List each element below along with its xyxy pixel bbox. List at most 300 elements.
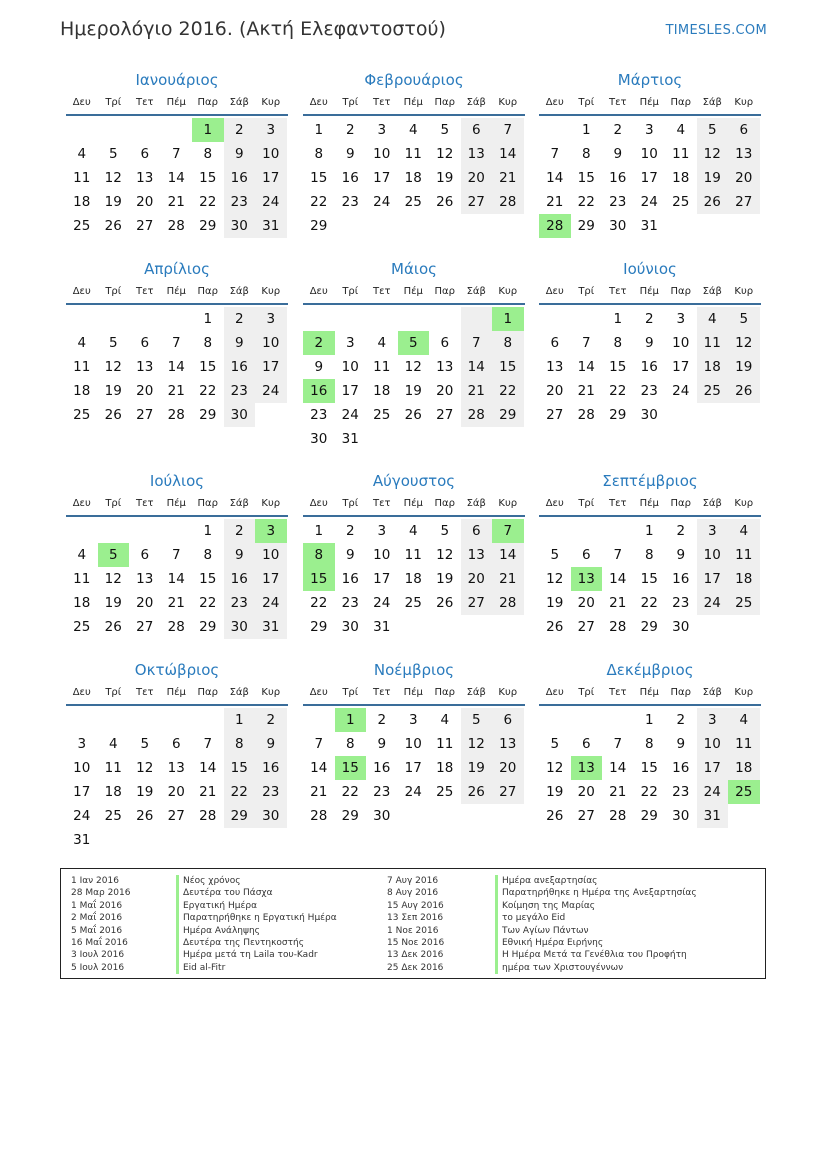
month-calendar [66, 259, 288, 427]
month-name: Μάιος [391, 260, 437, 278]
weekday-label: Κυρ [734, 97, 754, 108]
day-cell: 20 [136, 194, 154, 210]
day-cell: 11 [73, 571, 91, 587]
day-cell: 17 [341, 383, 359, 399]
weekday-label: Παρ [670, 97, 691, 108]
day-cell: 19 [461, 756, 493, 780]
day-cell: 31 [73, 832, 91, 848]
weekday-label: Τετ [135, 286, 154, 297]
day-cell: 28 [167, 218, 185, 234]
day-cell: 29 [577, 218, 595, 234]
empty-cell [697, 615, 729, 639]
day-cell: 7 [171, 335, 181, 351]
day-cell: 28 [167, 619, 185, 635]
day-cell: 12 [546, 760, 564, 776]
empty-cell [665, 403, 697, 427]
holiday-name: Κοίμηση της Μαρίας [495, 900, 697, 912]
day-cell: 29 [640, 808, 658, 824]
day-cell: 24 [697, 780, 729, 804]
day-cell: 28 [577, 407, 595, 423]
empty-cell [224, 828, 256, 852]
weekday-label: Τρί [342, 97, 359, 108]
weekday-label: Πέμ [639, 97, 659, 108]
day-cell: 27 [577, 808, 595, 824]
empty-cell [366, 214, 398, 238]
day-cell: 12 [104, 170, 122, 186]
day-cell: 24 [255, 190, 287, 214]
day-cell: 14 [461, 355, 493, 379]
day-cell: 21 [609, 784, 627, 800]
weekday-label: Πέμ [403, 286, 423, 297]
day-cell: 21 [461, 379, 493, 403]
weekday-label: Κυρ [261, 498, 281, 509]
month-calendar [539, 471, 761, 639]
day-cell: 14 [310, 760, 328, 776]
day-cell: 15 [199, 170, 217, 186]
month-name: Σεπτέμβριος [602, 472, 698, 490]
day-cell: 10 [341, 359, 359, 375]
day-cell: 30 [640, 407, 658, 423]
empty-cell [461, 804, 493, 828]
weekday-label: Κυρ [261, 286, 281, 297]
day-grid [539, 307, 761, 427]
month-name: Νοέμβριος [373, 661, 455, 679]
day-cell: 2 [303, 331, 335, 355]
day-cell: 30 [224, 214, 256, 238]
day-cell: 26 [546, 619, 564, 635]
day-cell: 7 [171, 547, 181, 563]
day-cell: 11 [697, 331, 729, 355]
empty-cell [429, 804, 461, 828]
weekday-label: Δευ [545, 286, 564, 297]
empty-cell [602, 519, 634, 543]
empty-cell [492, 804, 524, 828]
empty-cell [539, 307, 571, 331]
holiday-date: 15 Νοε 2016 [387, 937, 445, 948]
day-cell: 15 [640, 760, 658, 776]
weekday-label: Κυρ [261, 687, 281, 698]
day-cell: 12 [728, 331, 760, 355]
day-cell: 16 [224, 166, 256, 190]
day-cell: 12 [104, 359, 122, 375]
day-cell: 3 [377, 523, 387, 539]
weekday-label: Κυρ [261, 97, 281, 108]
weekday-label: Τετ [372, 498, 391, 509]
weekday-label: Πέμ [403, 97, 423, 108]
weekday-label: Σάβ [702, 97, 722, 108]
empty-cell [429, 214, 461, 238]
legend-right-dates [387, 875, 444, 974]
day-cell: 23 [672, 784, 690, 800]
weekday-label: Σάβ [229, 498, 249, 509]
day-cell: 3 [697, 708, 729, 732]
day-cell: 26 [136, 808, 154, 824]
day-cell: 2 [345, 523, 355, 539]
holiday-name: Η Ημέρα Μετά τα Γενέθλια του Προφήτη [495, 949, 697, 961]
day-cell: 13 [136, 571, 154, 587]
day-cell: 18 [73, 383, 91, 399]
day-cell: 30 [310, 431, 328, 447]
day-cell: 5 [440, 122, 450, 138]
day-cell: 17 [255, 355, 287, 379]
day-cell: 25 [436, 784, 454, 800]
day-cell: 3 [676, 311, 686, 327]
day-cell: 28 [199, 808, 217, 824]
day-cell: 1 [314, 122, 324, 138]
month-name: Μάρτιος [617, 71, 683, 89]
day-cell: 3 [255, 118, 287, 142]
day-cell: 19 [546, 595, 564, 611]
day-cell: 29 [310, 619, 328, 635]
weekday-label: Παρ [670, 498, 691, 509]
day-cell: 25 [373, 407, 391, 423]
weekday-label: Παρ [434, 687, 455, 698]
day-cell: 7 [492, 118, 524, 142]
empty-cell [398, 427, 430, 451]
month-calendar [539, 259, 761, 427]
weekday-label: Παρ [670, 687, 691, 698]
day-cell: 18 [73, 595, 91, 611]
day-cell: 10 [73, 760, 91, 776]
day-cell: 2 [224, 118, 256, 142]
day-cell: 23 [224, 190, 256, 214]
day-grid [66, 519, 288, 639]
weekday-label: Σάβ [229, 687, 249, 698]
day-cell: 20 [167, 784, 185, 800]
day-cell: 12 [436, 547, 454, 563]
day-cell: 8 [224, 732, 256, 756]
month-name: Αύγουστος [372, 472, 456, 490]
month-name: Οκτώβριος [134, 661, 220, 679]
day-cell: 1 [192, 118, 224, 142]
empty-cell [161, 118, 193, 142]
day-cell: 13 [167, 760, 185, 776]
empty-cell [129, 307, 161, 331]
empty-cell [366, 307, 398, 331]
day-cell: 15 [609, 359, 627, 375]
day-cell: 12 [136, 760, 154, 776]
day-cell: 9 [314, 359, 324, 375]
day-cell: 19 [104, 595, 122, 611]
day-cell: 7 [613, 547, 623, 563]
day-cell: 27 [136, 407, 154, 423]
day-cell: 22 [341, 784, 359, 800]
day-cell: 22 [224, 780, 256, 804]
weekday-label: Σάβ [702, 286, 722, 297]
month-calendar [66, 660, 288, 852]
day-cell: 9 [676, 547, 686, 563]
day-cell: 17 [672, 359, 690, 375]
day-cell: 5 [108, 146, 118, 162]
empty-cell [161, 519, 193, 543]
site-logo-link[interactable]: TIMESLES.COM [665, 23, 767, 38]
day-cell: 30 [224, 615, 256, 639]
day-cell: 21 [167, 383, 185, 399]
day-cell: 16 [255, 756, 287, 780]
day-cell: 10 [697, 543, 729, 567]
day-cell: 17 [373, 571, 391, 587]
weekday-label: Πέμ [166, 498, 186, 509]
day-cell: 6 [550, 335, 560, 351]
month-name: Ιούνιος [623, 260, 677, 278]
weekday-label: Δευ [72, 687, 91, 698]
month-calendar [66, 471, 288, 639]
day-cell: 5 [98, 543, 130, 567]
day-cell: 21 [577, 383, 595, 399]
day-cell: 16 [303, 379, 335, 403]
weekday-label: Δευ [72, 498, 91, 509]
empty-cell [461, 615, 493, 639]
day-cell: 15 [224, 756, 256, 780]
day-cell: 26 [404, 407, 422, 423]
day-cell: 13 [136, 359, 154, 375]
day-cell: 2 [255, 708, 287, 732]
holiday-date: 13 Σεπ 2016 [387, 913, 444, 924]
weekday-label: Τετ [608, 687, 627, 698]
day-cell: 24 [73, 808, 91, 824]
day-cell: 24 [640, 194, 658, 210]
day-cell: 18 [404, 170, 422, 186]
day-cell: 29 [199, 407, 217, 423]
day-cell: 24 [672, 383, 690, 399]
day-cell: 2 [676, 712, 686, 728]
day-cell: 14 [577, 359, 595, 375]
day-cell: 21 [546, 194, 564, 210]
weekday-label: Πέμ [403, 498, 423, 509]
month-name: Απρίλιος [144, 260, 210, 278]
day-cell: 20 [461, 567, 493, 591]
day-cell: 19 [436, 170, 454, 186]
month-name: Ιανουάριος [135, 71, 219, 89]
day-cell: 18 [104, 784, 122, 800]
day-cell: 30 [255, 804, 287, 828]
day-cell: 27 [577, 619, 595, 635]
holiday-name: Ημέρα Ανάληψης [176, 925, 337, 937]
empty-cell [98, 118, 130, 142]
weekday-label: Παρ [197, 97, 218, 108]
holiday-name: Ημέρα ανεξαρτησίας [495, 875, 697, 887]
day-cell: 13 [136, 170, 154, 186]
day-cell: 12 [697, 142, 729, 166]
holiday-date: 7 Αυγ 2016 [387, 876, 439, 886]
weekday-label: Πέμ [166, 687, 186, 698]
day-grid [66, 708, 288, 852]
day-cell: 11 [404, 547, 422, 563]
day-cell: 4 [77, 547, 87, 563]
day-cell: 24 [404, 784, 422, 800]
day-cell: 14 [167, 170, 185, 186]
day-cell: 23 [341, 194, 359, 210]
day-cell: 13 [461, 543, 493, 567]
weekday-label: Τετ [372, 286, 391, 297]
day-cell: 5 [461, 708, 493, 732]
day-cell: 29 [224, 804, 256, 828]
day-cell: 3 [255, 519, 287, 543]
weekday-label: Τρί [578, 687, 595, 698]
weekday-header [303, 283, 525, 305]
weekday-label: Τετ [372, 687, 391, 698]
day-cell: 24 [373, 194, 391, 210]
day-cell: 1 [492, 307, 524, 331]
weekday-label: Πέμ [639, 498, 659, 509]
day-cell: 6 [140, 146, 150, 162]
month-name: Ιούλιος [149, 472, 205, 490]
day-cell: 26 [461, 780, 493, 804]
empty-cell [98, 708, 130, 732]
empty-cell [697, 214, 729, 238]
empty-cell [255, 828, 287, 852]
empty-cell [398, 214, 430, 238]
day-cell: 9 [345, 146, 355, 162]
day-cell: 30 [341, 619, 359, 635]
day-cell: 10 [373, 547, 391, 563]
day-cell: 5 [728, 307, 760, 331]
day-cell: 8 [303, 543, 335, 567]
weekday-header [66, 684, 288, 706]
weekday-label: Τρί [105, 286, 122, 297]
holiday-date: 2 Μαΐ 2016 [71, 913, 123, 924]
day-cell: 18 [436, 760, 454, 776]
weekday-label: Σάβ [466, 498, 486, 509]
day-cell: 18 [373, 383, 391, 399]
day-cell: 7 [613, 736, 623, 752]
day-cell: 11 [104, 760, 122, 776]
day-cell: 7 [171, 146, 181, 162]
day-cell: 1 [203, 311, 213, 327]
weekday-label: Σάβ [702, 687, 722, 698]
weekday-header [66, 94, 288, 116]
month-calendar [303, 259, 525, 451]
day-grid [303, 708, 525, 828]
day-cell: 25 [728, 780, 760, 804]
day-cell: 24 [341, 407, 359, 423]
day-cell: 27 [136, 218, 154, 234]
day-cell: 19 [104, 383, 122, 399]
empty-cell [192, 828, 224, 852]
day-cell: 12 [546, 571, 564, 587]
weekday-label: Δευ [309, 97, 328, 108]
day-cell: 30 [373, 808, 391, 824]
day-cell: 14 [199, 760, 217, 776]
day-cell: 18 [728, 567, 760, 591]
day-cell: 10 [404, 736, 422, 752]
day-cell: 31 [373, 619, 391, 635]
day-cell: 9 [613, 146, 623, 162]
day-grid [303, 307, 525, 451]
day-cell: 3 [697, 519, 729, 543]
weekday-label: Παρ [670, 286, 691, 297]
legend-right-names [495, 875, 697, 974]
day-cell: 8 [644, 736, 654, 752]
day-cell: 1 [581, 122, 591, 138]
day-cell: 22 [577, 194, 595, 210]
day-cell: 6 [461, 118, 493, 142]
day-cell: 4 [377, 335, 387, 351]
empty-cell [461, 307, 493, 331]
day-cell: 15 [492, 355, 524, 379]
day-cell: 8 [203, 146, 213, 162]
day-cell: 28 [167, 407, 185, 423]
empty-cell [429, 615, 461, 639]
empty-cell [129, 708, 161, 732]
day-cell: 20 [436, 383, 454, 399]
day-cell: 8 [644, 547, 654, 563]
day-cell: 10 [697, 732, 729, 756]
empty-cell [697, 403, 729, 427]
weekday-label: Κυρ [734, 286, 754, 297]
day-cell: 3 [377, 122, 387, 138]
day-cell: 17 [373, 170, 391, 186]
weekday-label: Δευ [309, 286, 328, 297]
day-cell: 8 [581, 146, 591, 162]
day-cell: 23 [341, 595, 359, 611]
day-cell: 28 [310, 808, 328, 824]
day-cell: 26 [697, 190, 729, 214]
empty-cell [492, 427, 524, 451]
day-cell: 11 [73, 359, 91, 375]
day-cell: 16 [640, 359, 658, 375]
day-cell: 4 [676, 122, 686, 138]
day-cell: 25 [73, 407, 91, 423]
day-cell: 10 [255, 142, 287, 166]
empty-cell [539, 519, 571, 543]
day-cell: 19 [728, 355, 760, 379]
weekday-label: Δευ [545, 97, 564, 108]
holiday-legend [60, 868, 766, 979]
day-cell: 31 [341, 431, 359, 447]
empty-cell [492, 214, 524, 238]
day-cell: 20 [728, 166, 760, 190]
day-cell: 24 [255, 591, 287, 615]
day-cell: 12 [104, 571, 122, 587]
day-cell: 4 [108, 736, 118, 752]
empty-cell [161, 828, 193, 852]
weekday-label: Σάβ [702, 498, 722, 509]
day-cell: 15 [199, 359, 217, 375]
empty-cell [192, 708, 224, 732]
day-cell: 6 [140, 335, 150, 351]
day-cell: 31 [255, 214, 287, 238]
empty-cell [461, 427, 493, 451]
empty-cell [398, 804, 430, 828]
day-cell: 10 [640, 146, 658, 162]
day-cell: 26 [104, 619, 122, 635]
month-name: Φεβρουάριος [364, 71, 464, 89]
day-cell: 27 [546, 407, 564, 423]
holiday-name: Παρατηρήθηκε η Εργατική Ημέρα [176, 912, 337, 924]
day-cell: 1 [224, 708, 256, 732]
holiday-name: Νέος χρόνος [176, 875, 337, 887]
day-cell: 18 [697, 355, 729, 379]
day-cell: 14 [492, 543, 524, 567]
day-cell: 5 [440, 523, 450, 539]
empty-cell [728, 214, 760, 238]
day-cell: 23 [609, 194, 627, 210]
day-cell: 19 [436, 571, 454, 587]
empty-cell [429, 307, 461, 331]
day-cell: 16 [224, 355, 256, 379]
day-cell: 13 [728, 142, 760, 166]
empty-cell [98, 307, 130, 331]
weekday-header [303, 94, 525, 116]
day-cell: 9 [255, 732, 287, 756]
day-grid [539, 118, 761, 238]
holiday-date: 3 Ιουλ 2016 [71, 950, 125, 961]
day-cell: 31 [697, 804, 729, 828]
day-cell: 2 [224, 519, 256, 543]
day-grid [66, 118, 288, 238]
month-calendar [303, 70, 525, 238]
